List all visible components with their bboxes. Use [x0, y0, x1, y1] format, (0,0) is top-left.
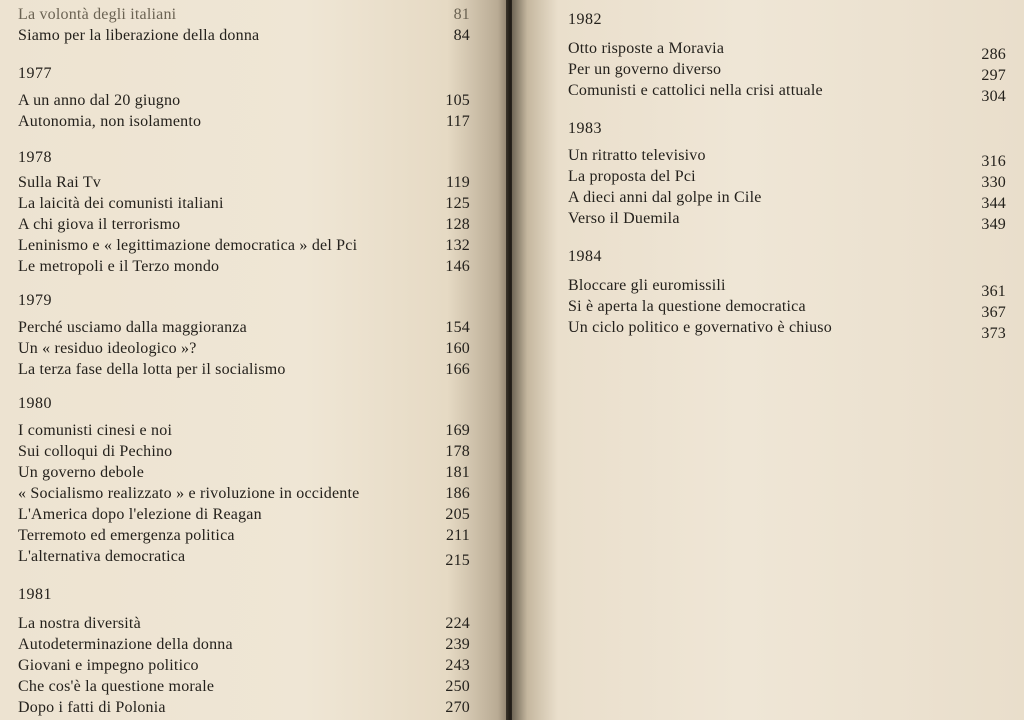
entry-page: 81: [453, 6, 470, 23]
entry-title: Un « residuo ideologico »?: [18, 340, 197, 357]
entry-page: 215: [445, 552, 470, 569]
toc-entry: [568, 296, 1006, 321]
toc-entry: [18, 214, 470, 235]
year-heading: 1981: [18, 586, 52, 603]
entry-title: Verso il Duemila: [568, 210, 680, 227]
toc-entry: [18, 90, 470, 111]
entry-title: Per un governo diverso: [568, 61, 722, 78]
toc-section: [18, 4, 470, 46]
entry-page: 344: [981, 195, 1006, 212]
entry-title: Autonomia, non isolamento: [18, 113, 202, 130]
toc-section: [18, 394, 470, 567]
entry-page: 349: [981, 216, 1006, 233]
entry-title: Un ritratto televisivo: [568, 147, 706, 164]
entry-page: 373: [981, 325, 1006, 342]
entry-title: A dieci anni dal golpe in Cile: [568, 189, 762, 206]
entry-title: La proposta del Pci: [568, 168, 696, 185]
entry-title: I comunisti cinesi e noi: [18, 422, 173, 439]
entry-title: Siamo per la liberazione della donna: [18, 27, 260, 44]
entry-page: 146: [445, 258, 470, 275]
entry-title: A chi giova il terrorismo: [18, 216, 181, 233]
toc-entry: [18, 359, 470, 380]
year-heading: 1982: [568, 11, 602, 28]
entry-page: 361: [981, 283, 1006, 300]
entry-title: La terza fase della lotta per il socialismo: [18, 361, 286, 378]
year-heading: 1977: [18, 65, 52, 82]
toc-entry: [568, 80, 1006, 105]
entry-page: 132: [445, 237, 470, 254]
entry-title: Che cos'è la questione morale: [18, 678, 215, 695]
entry-title: Un ciclo politico e governativo è chiuso: [568, 319, 832, 336]
left-page: [0, 0, 508, 720]
toc-entry: [18, 420, 470, 441]
entry-page: 105: [445, 92, 470, 109]
entry-page: 154: [445, 319, 470, 336]
entry-page: 367: [981, 304, 1006, 321]
entry-title: Un governo debole: [18, 464, 145, 481]
entry-title: Terremoto ed emergenza politica: [18, 527, 235, 544]
toc-entry: [18, 462, 470, 483]
entry-page: 205: [445, 506, 470, 523]
toc-entry: [18, 338, 470, 359]
toc-section: [568, 247, 1006, 342]
entry-page: 297: [981, 67, 1006, 84]
entry-title: Bloccare gli euromissili: [568, 277, 726, 294]
toc-entry: [18, 25, 470, 46]
toc-section: [18, 148, 470, 277]
entry-title: La volontà degli italiani: [18, 6, 177, 23]
entry-page: 186: [445, 485, 470, 502]
entry-title: Autodeterminazione della donna: [18, 636, 233, 653]
entry-page: 243: [445, 657, 470, 674]
entry-page: 84: [453, 27, 470, 44]
toc-entry: [18, 697, 470, 718]
entry-page: 160: [445, 340, 470, 357]
toc-entry: [18, 655, 470, 676]
right-toc-column: [568, 0, 1006, 342]
year-heading: 1979: [18, 292, 52, 309]
entry-title: La laicità dei comunisti italiani: [18, 195, 224, 212]
toc-entry: [18, 256, 470, 277]
entry-page: 286: [981, 46, 1006, 63]
entry-page: 181: [445, 464, 470, 481]
entry-page: 239: [445, 636, 470, 653]
toc-entry: [18, 613, 470, 634]
toc-entry: [568, 208, 1006, 233]
entry-page: 178: [445, 443, 470, 460]
toc-section: [568, 119, 1006, 233]
entry-title: A un anno dal 20 giugno: [18, 92, 181, 109]
toc-entry: [568, 38, 1006, 63]
toc-entry: [568, 145, 1006, 170]
toc-section: [18, 585, 470, 718]
toc-entry: [568, 275, 1006, 300]
entry-page: 224: [445, 615, 470, 632]
toc-entry: [18, 483, 470, 504]
entry-title: La nostra diversità: [18, 615, 141, 632]
toc-entry: [18, 504, 470, 525]
entry-page: 166: [445, 361, 470, 378]
toc-entry: [18, 546, 470, 567]
entry-page: 119: [445, 174, 470, 191]
entry-page: 117: [445, 113, 470, 130]
year-heading: 1983: [568, 120, 602, 137]
year-heading: 1978: [18, 149, 52, 166]
toc-entry: [18, 441, 470, 462]
year-heading: 1984: [568, 248, 602, 265]
toc-entry: [568, 187, 1006, 212]
entry-title: Le metropoli e il Terzo mondo: [18, 258, 220, 275]
toc-entry: [18, 525, 470, 546]
toc-entry: [18, 4, 470, 25]
entry-page: 169: [445, 422, 470, 439]
entry-title: Leninismo e « legittimazione democratica » del Pci: [18, 237, 358, 254]
entry-title: Giovani e impegno politico: [18, 657, 199, 674]
toc-section: [568, 10, 1006, 105]
entry-page: 270: [445, 699, 470, 716]
entry-title: Dopo i fatti di Polonia: [18, 699, 166, 716]
entry-title: « Socialismo realizzato » e rivoluzione in occidente: [18, 485, 360, 502]
toc-entry: [18, 172, 470, 193]
toc-entry: [568, 59, 1006, 84]
entry-title: Perché usciamo dalla maggioranza: [18, 319, 247, 336]
entry-title: Comunisti e cattolici nella crisi attuale: [568, 82, 823, 99]
toc-entry: [18, 111, 470, 132]
entry-title: Sulla Rai Tv: [18, 174, 101, 191]
entry-title: Otto risposte a Moravia: [568, 40, 725, 57]
entry-page: 330: [981, 174, 1006, 191]
entry-page: 304: [981, 88, 1006, 105]
toc-section: [18, 291, 470, 380]
entry-page: 128: [445, 216, 470, 233]
entry-title: L'alternativa democratica: [18, 548, 186, 565]
toc-section: [18, 64, 470, 132]
entry-page: 211: [445, 527, 470, 544]
toc-entry: [18, 317, 470, 338]
toc-entry: [18, 193, 470, 214]
left-toc-column: [18, 0, 470, 718]
year-heading: 1980: [18, 395, 52, 412]
toc-entry: [568, 317, 1006, 342]
toc-entry: [18, 676, 470, 697]
entry-title: Sui colloqui di Pechino: [18, 443, 173, 460]
entry-page: 316: [981, 153, 1006, 170]
entry-title: L'America dopo l'elezione di Reagan: [18, 506, 262, 523]
entry-page: 250: [445, 678, 470, 695]
toc-entry: [568, 166, 1006, 191]
toc-entry: [18, 235, 470, 256]
toc-entry: [18, 634, 470, 655]
right-page: [512, 0, 1024, 720]
entry-page: 125: [445, 195, 470, 212]
entry-title: Si è aperta la questione democratica: [568, 298, 806, 315]
